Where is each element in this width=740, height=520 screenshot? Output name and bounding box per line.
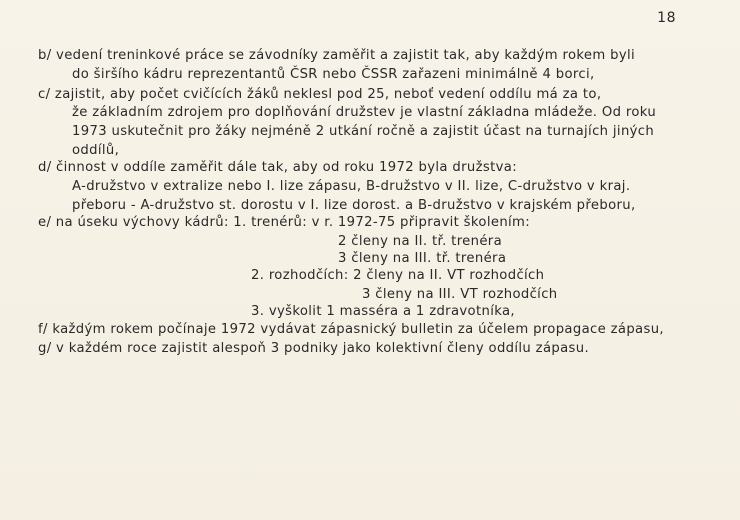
text-line-c4: oddílů, — [72, 143, 120, 158]
text-line-f1: f/ každým rokem počínaje 1972 vydávat zápasnický bulletin za účelem propagace zápasu, — [38, 322, 664, 337]
text-line-d1: d/ činnost v oddíle zaměřit dále tak, aby od roku 1972 byla družstva: — [38, 160, 518, 175]
text-line-g1: g/ v každém roce zajistit alespoň 3 podniky jako kolektivní členy oddílu zápasu. — [38, 341, 590, 356]
text-line-d3: přeboru - A-družstvo st. dorostu v I. lize dorost. a B-družstvo v krajském přeboru, — [72, 198, 636, 213]
text-line-c2: že základním zdrojem pro doplňování družstev je vlastní základna mládeže. Od roku — [72, 105, 657, 120]
text-line-e5: 3 členy na III. VT rozhodčích — [362, 287, 558, 302]
text-line-e2: 2 členy na II. tř. trenéra — [338, 234, 503, 249]
text-line-b1: b/ vedení treninkové práce se závodníky zaměřit a zajistit tak, aby každým rokem byli — [38, 48, 635, 63]
text-line-c3: 1973 uskutečnit pro žáky nejméně 2 utkání ročně a zajistit účast na turnajích jiných — [72, 124, 655, 139]
text-line-e4: 2. rozhodčích: 2 členy na II. VT rozhodčích — [251, 268, 545, 283]
text-line-d2: A-družstvo v extralize nebo I. lize zápasu, B-družstvo v II. lize, C-družstvo v kraj. — [72, 179, 631, 194]
text-line-c1: c/ zajistit, aby počet cvičících žáků neklesl pod 25, neboť vedení oddílu má za to, — [38, 87, 602, 102]
text-line-e6: 3. vyškolit 1 masséra a 1 zdravotníka, — [251, 304, 515, 319]
page-number: 18 — [657, 10, 676, 26]
text-line-e1: e/ na úseku výchovy kádrů: 1. trenérů: v r. 1972-75 připravit školením: — [38, 215, 531, 230]
text-line-e3: 3 členy na III. tř. trenéra — [338, 251, 507, 266]
text-line-b2: do širšího kádru reprezentantů ČSR nebo ČSSR zařazeni minimálně 4 borci, — [72, 67, 595, 82]
